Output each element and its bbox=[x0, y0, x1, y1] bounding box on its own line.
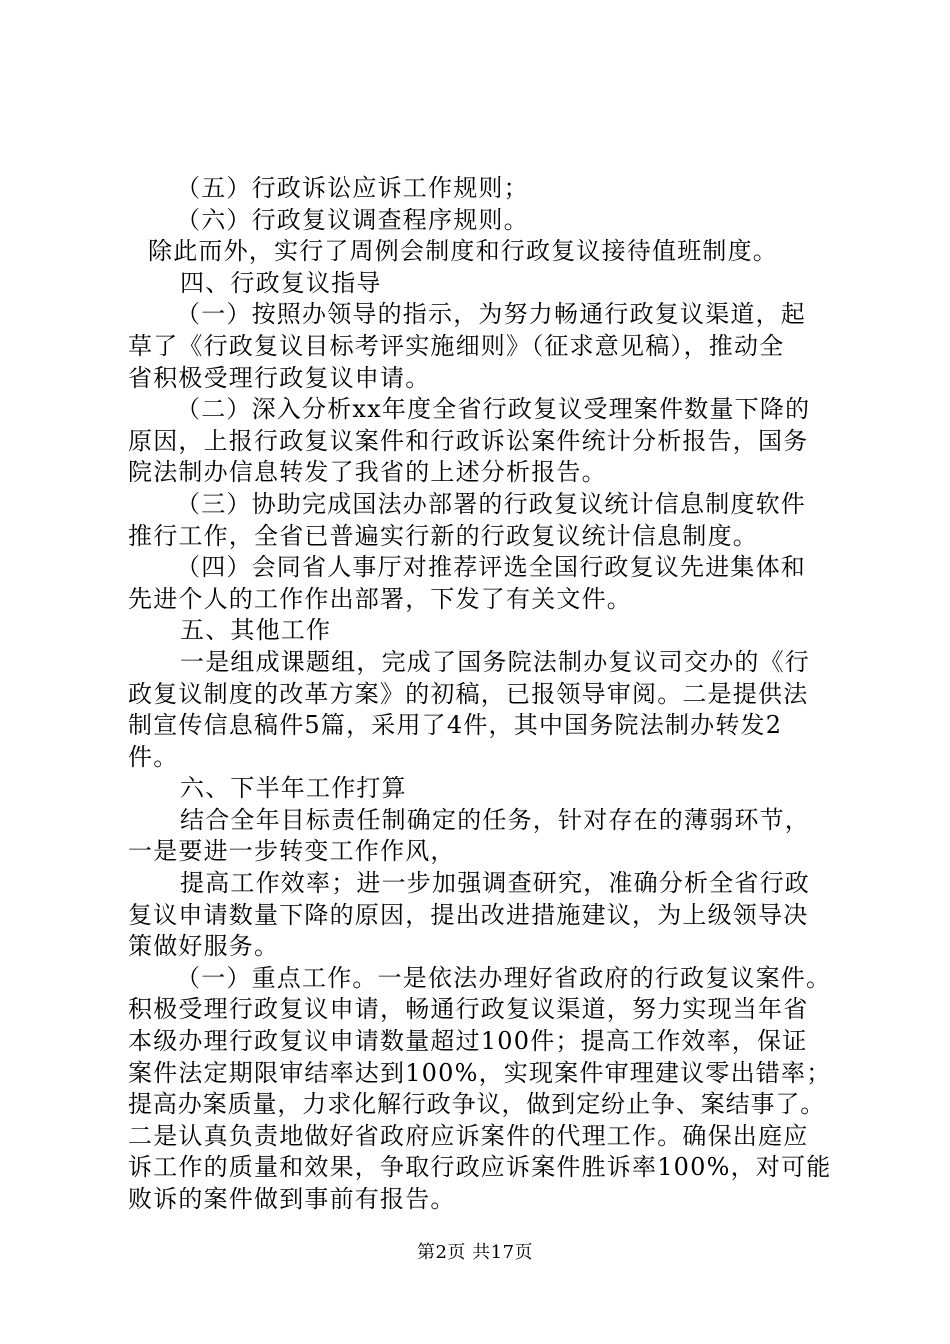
text-line: 草了《行政复议目标考评实施细则》（征求意见稿），推动全 bbox=[128, 331, 785, 360]
text-line: 二是认真负责地做好省政府应诉案件的代理工作。确保出庭应 bbox=[128, 1121, 809, 1150]
text-line: （二）深入分析xx年度全省行政复议受理案件数量下降的 bbox=[176, 395, 811, 424]
text-line: 积极受理行政复议申请，畅通行政复议渠道，努力实现当年省 bbox=[128, 995, 809, 1024]
text-line: （六）行政复议调查程序规则。 bbox=[176, 205, 529, 234]
text-line: 本级办理行政复议申请数量超过100件；提高工作效率，保证 bbox=[128, 1027, 808, 1056]
text-line: 推行工作，全省已普遍实行新的行政复议统计信息制度。 bbox=[128, 521, 758, 550]
text-line: 原因，上报行政复议案件和行政诉讼案件统计分析报告，国务 bbox=[128, 426, 809, 455]
text-line: 策做好服务。 bbox=[128, 932, 280, 961]
text-line: 四、行政复议指导 bbox=[180, 268, 382, 297]
text-line: 件。 bbox=[128, 742, 179, 771]
text-line: （一）重点工作。一是依法办理好省政府的行政复议案件。 bbox=[176, 963, 832, 992]
text-line: 诉工作的质量和效果，争取行政应诉案件胜诉率100%，对可能 bbox=[128, 1153, 832, 1182]
text-line: （四）会同省人事厅对推荐评选全国行政复议先进集体和 bbox=[176, 553, 806, 582]
text-line: 六、下半年工作打算 bbox=[180, 774, 407, 803]
text-line: 结合全年目标责任制确定的任务，针对存在的薄弱环节， bbox=[180, 805, 810, 834]
text-line: 提高工作效率；进一步加强调查研究，准确分析全省行政 bbox=[180, 869, 810, 898]
document-body bbox=[128, 173, 833, 1216]
text-line: （五）行政诉讼应诉工作规则； bbox=[176, 174, 529, 202]
text-line: 五、其他工作 bbox=[180, 616, 332, 645]
text-line: 案件法定期限审结率达到100%，实现案件审理建议零出错率； bbox=[128, 1058, 832, 1087]
text-line: 一是要进一步转变工作作风， bbox=[128, 837, 456, 866]
text-line: 省积极受理行政复议申请。 bbox=[128, 363, 431, 392]
text-line: 政复议制度的改革方案》的初稿，已报领导审阅。二是提供法 bbox=[128, 679, 809, 708]
text-line: 制宣传信息稿件5篇，采用了4件，其中国务院法制办转发2 bbox=[128, 711, 783, 740]
page-footer: 第2页 共17页 bbox=[416, 1242, 534, 1263]
text-line: （一）按照办领导的指示，为努力畅通行政复议渠道，起 bbox=[176, 300, 806, 329]
text-line: 一是组成课题组，完成了国务院法制办复议司交办的《行 bbox=[180, 647, 810, 676]
text-line: 除此而外，实行了周例会制度和行政复议接待值班制度。 bbox=[148, 237, 778, 266]
text-line: 败诉的案件做到事前有报告。 bbox=[128, 1185, 456, 1213]
text-line: （三）协助完成国法办部署的行政复议统计信息制度软件 bbox=[176, 489, 806, 518]
text-line: 院法制办信息转发了我省的上述分析报告。 bbox=[128, 458, 607, 487]
text-line: 复议申请数量下降的原因，提出改进措施建议，为上级领导决 bbox=[128, 900, 809, 929]
text-line: 先进个人的工作作出部署，下发了有关文件。 bbox=[128, 584, 632, 613]
text-line: 提高办案质量，力求化解行政争议，做到定纷止争、案结事了。 bbox=[128, 1090, 826, 1119]
